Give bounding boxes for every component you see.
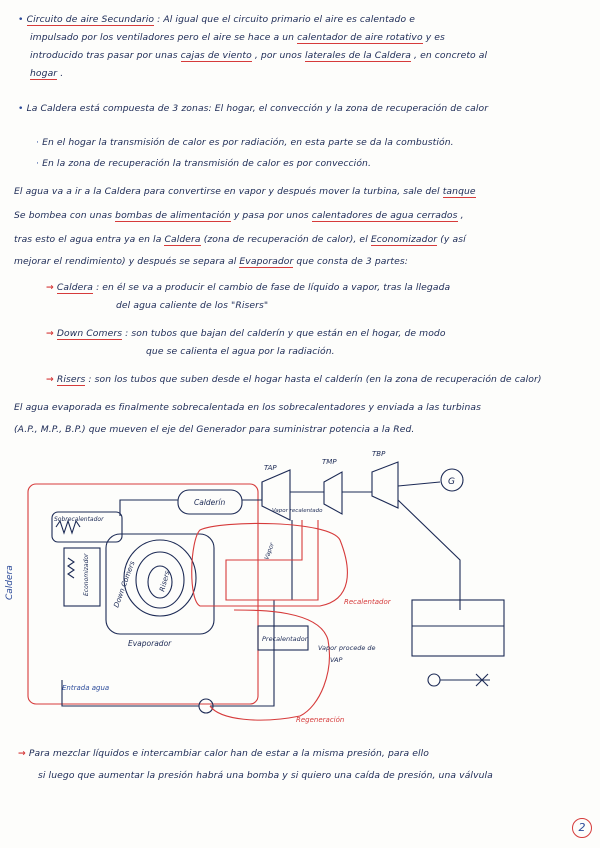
para4-line2: (A.P., M.P., B.P.) que mueven el eje del Generador para suministrar potencia a la Red. — [14, 424, 415, 435]
para1-line1: • Circuito de aire Secundario : Al igual que el circuito primario el aire es calentado e — [18, 14, 415, 25]
label-risers: Risers — [158, 569, 172, 593]
label-vapor: Vapor — [263, 541, 276, 561]
label-vapor-aux2: VAP — [330, 656, 343, 664]
label-sobrecalentador: Sobrecalentador — [54, 516, 104, 523]
label-vapor-rec: Vapor recalentado — [272, 508, 323, 514]
para5-line2: si luego que aumentar la presión habrá una bomba y si quiero una caída de presión, una válvula — [38, 770, 493, 781]
bullet-icon: • — [18, 103, 24, 114]
para2-line1: • La Caldera está compuesta de 3 zonas: El hogar, el convección y la zona de recuperación de calor — [18, 103, 489, 114]
para1-line4: hogar . — [30, 68, 64, 79]
economizador-box — [64, 548, 100, 606]
bullet-icon: • — [18, 14, 24, 25]
label-entrada-agua: Entrada agua — [62, 684, 110, 692]
label-calderin: Calderín — [194, 498, 226, 507]
bullet-icon: · — [36, 158, 40, 169]
para3-line2: Se bombea con unas bombas de alimentación y pasa por unos calentadores de agua cerrados , — [14, 210, 464, 221]
arrow-right-icon: → — [46, 328, 54, 339]
page-number: 2 — [572, 818, 592, 838]
arrow-right-icon: → — [18, 748, 26, 759]
item-caldera-cont: del agua caliente de los "Risers" — [116, 300, 269, 311]
condenser-box — [412, 600, 504, 656]
para4-line1: El agua evaporada es finalmente sobrecalentada en los sobrecalentadores y enviada a las turbinas — [14, 402, 482, 413]
bullet-icon: · — [36, 137, 40, 148]
turbine-tmp — [324, 472, 342, 514]
para1-line2: impulsado por los ventiladores pero el aire se hace a un calentador de aire rotativo y es — [30, 32, 445, 43]
item-down-comers-cont: que se calienta el agua por la radiación. — [146, 346, 335, 357]
risers-loop — [124, 540, 196, 616]
label-regeneracion: Regeneración — [296, 716, 345, 724]
para2-line2: · En el hogar la transmisión de calor es por radiación, en esta parte se da la combustión. — [36, 137, 454, 148]
para3-line3: tras esto el agua entra ya en la Caldera (zona de recuperación de calor), el Economizador (y así — [14, 234, 466, 245]
label-tmp: TMP — [322, 458, 337, 466]
label-recalentador: Recalentador — [344, 598, 391, 606]
label-caldera: Caldera — [5, 565, 15, 600]
item-caldera: → Caldera : en él se va a producir el cambio de fase de líquido a vapor, tras la llegada — [46, 282, 451, 293]
label-generator: G — [448, 477, 455, 487]
item-risers: → Risers : son los tubos que suben desde el hogar hasta el calderín (en la zona de recuperación de calor) — [46, 374, 542, 385]
item-down-comers: → Down Comers : son tubos que bajan del calderín y que están en el hogar, de modo — [46, 328, 446, 339]
label-precalentador: Precalentador — [262, 635, 308, 643]
label-economizador: Economizador — [83, 553, 90, 596]
para2-line3: · En la zona de recuperación la transmisión de calor es por convección. — [36, 158, 371, 169]
label-evaporador: Evaporador — [128, 639, 172, 648]
arrow-right-icon: → — [46, 374, 54, 385]
para5-line1: → Para mezclar líquidos e intercambiar calor han de estar a la misma presión, para ello — [18, 748, 430, 759]
para3-line1: El agua va a ir a la Caldera para convertirse en vapor y después mover la turbina, sale del tanque — [14, 186, 476, 197]
label-tbp: TBP — [372, 450, 386, 458]
label-vapor-aux: Vapor procede de — [318, 644, 376, 652]
para3-line4: mejorar el rendimiento) y después se separa al Evaporador que consta de 3 partes: — [14, 256, 408, 267]
section-title-secondary-air: Circuito de aire Secundario — [26, 14, 155, 25]
arrow-right-icon: → — [46, 282, 54, 293]
turbine-tbp — [372, 462, 398, 508]
label-tap: TAP — [264, 464, 277, 472]
para1-line3: introducido tras pasar por unas cajas de viento , por unos laterales de la Caldera , en concreto al — [30, 50, 488, 61]
label-down-comers: Down Comers — [112, 560, 137, 609]
